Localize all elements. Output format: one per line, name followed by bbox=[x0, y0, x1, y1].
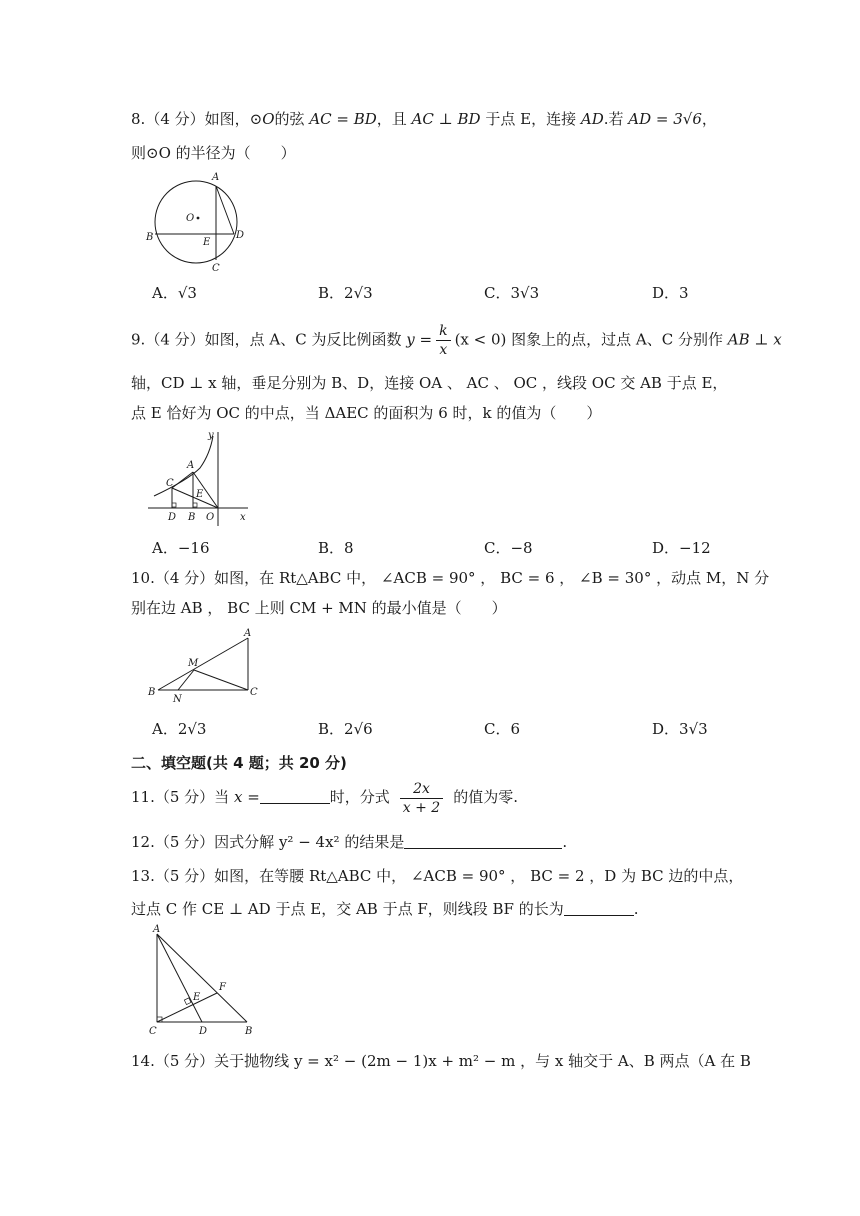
q10-line2: 别在边 AB ， BC 上则 CM + MN 的最小值是（ ） bbox=[131, 599, 507, 617]
q8-math: AD = 3√6 bbox=[628, 110, 702, 128]
q8-label-c: C bbox=[212, 263, 220, 274]
q8-label-o: O bbox=[186, 213, 195, 224]
section2-title: 二、填空题(共 4 题；共 20 分) bbox=[131, 754, 347, 772]
q11-stem-text: 的值为零. bbox=[453, 788, 518, 806]
q10-score: （4 分） bbox=[154, 569, 215, 587]
q9-right-angle-b bbox=[193, 503, 197, 507]
q8-line1: 8.（4 分）如图，⊙O的弦 AC = BD，且 AC ⊥ BD 于点 E，连接 AD.若 AD = 3√6， bbox=[131, 110, 717, 128]
q11-answer-blank[interactable] bbox=[260, 787, 330, 804]
q13-side-ab bbox=[157, 934, 247, 1022]
q8-math: AC ⊥ BD bbox=[411, 110, 481, 128]
q13-number: 13. bbox=[131, 867, 155, 885]
q9-label-x: x bbox=[240, 512, 246, 523]
q9-label-b: B bbox=[188, 512, 196, 523]
q8-label-b: B bbox=[146, 232, 154, 243]
q13-label-b: B bbox=[245, 1026, 253, 1037]
q10-figure bbox=[148, 628, 278, 708]
q12-stem-text: . bbox=[562, 833, 568, 851]
q12-score: （5 分） bbox=[154, 833, 215, 851]
q13-label-e: E bbox=[193, 992, 201, 1003]
q8-option-b[interactable]: B．2√3 bbox=[318, 284, 373, 302]
q13-line1 bbox=[131, 865, 743, 887]
q8-score: （4 分） bbox=[145, 110, 205, 128]
q9-line1 bbox=[131, 322, 782, 359]
q8-label-e: E bbox=[203, 237, 211, 248]
q10-label-b: B bbox=[148, 687, 156, 698]
q9-option-c[interactable]: C．−8 bbox=[484, 539, 533, 557]
q9-segment-ac bbox=[172, 472, 193, 488]
q8-figure bbox=[148, 172, 258, 272]
q11-score: （5 分） bbox=[154, 788, 215, 806]
q14-stem-text: 关于抛物线 y = x² − (2m − 1)x + m² − m ，与 x 轴交于 A、B 两点（A 在 B bbox=[214, 1052, 751, 1070]
q9-frac-num: k bbox=[436, 322, 450, 341]
q8-center-dot bbox=[197, 217, 200, 220]
q13-label-f: F bbox=[219, 982, 226, 993]
q14-line1 bbox=[131, 1050, 751, 1072]
q11-stem-text: 当 bbox=[214, 788, 230, 806]
q13-score: （5 分） bbox=[154, 867, 215, 885]
q13-stem-text: 过点 C 作 CE ⊥ AD 于点 E，交 AB 于点 F，则线段 BF 的长为 bbox=[131, 900, 564, 918]
q13-segment-ad bbox=[157, 934, 202, 1022]
q9-hyperbola bbox=[154, 436, 213, 496]
q12-answer-blank[interactable] bbox=[404, 832, 562, 849]
q8-line2: 则⊙O 的半径为（ ） bbox=[131, 144, 296, 162]
q9-stem-text: (x < 0) 图象上的点，过点 A、C 分别作 bbox=[454, 330, 723, 349]
q8-stem-text: 的弦 bbox=[274, 110, 305, 128]
q10-side-ab bbox=[158, 638, 248, 690]
q9-math: AB ⊥ x bbox=[727, 330, 782, 349]
q13-stem-text: . bbox=[633, 900, 639, 918]
q9-fraction bbox=[436, 322, 450, 359]
q10-number: 10. bbox=[131, 569, 155, 587]
q9-option-b[interactable]: B．8 bbox=[318, 539, 354, 557]
q9-label-a: A bbox=[187, 460, 195, 471]
q9-line3: 点 E 恰好为 OC 的中点，当 ΔAEC 的面积为 6 时，k 的值为（ ） bbox=[131, 404, 602, 422]
q11-stem-text: 时，分式 bbox=[329, 788, 390, 806]
q10-label-c: C bbox=[250, 687, 258, 698]
q9-label-o: O bbox=[206, 512, 215, 523]
q13-label-a: A bbox=[153, 924, 161, 935]
q8-stem-text: 于点 E，连接 bbox=[485, 110, 577, 128]
q9-option-a[interactable]: A．−16 bbox=[152, 539, 210, 557]
q8-stem-text: ，且 bbox=[376, 110, 407, 128]
q10-segment-cm bbox=[194, 670, 248, 690]
q10-stem-text: 如图，在 Rt△ABC 中， ∠ACB = 90° ， BC = 6 ， ∠B = 30° ，动点 M，N 分 bbox=[214, 569, 770, 587]
q12-stem-text: 因式分解 y² − 4x² 的结果是 bbox=[214, 833, 405, 851]
q12-line bbox=[131, 831, 567, 853]
q12-number: 12. bbox=[131, 833, 155, 851]
q13-segment-cf bbox=[157, 993, 217, 1022]
q10-label-a: A bbox=[244, 628, 252, 639]
q10-line1 bbox=[131, 567, 769, 589]
q10-option-c[interactable]: C．6 bbox=[484, 720, 521, 738]
q13-line2 bbox=[131, 898, 639, 920]
q10-option-b[interactable]: B．2√6 bbox=[318, 720, 373, 738]
q9-line2: 轴，CD ⊥ x 轴，垂足分别为 B、D，连接 OA 、 AC 、 OC ，线段 OC 交 AB 于点 E， bbox=[131, 374, 728, 392]
q14-number: 14. bbox=[131, 1052, 155, 1070]
q8-number: 8. bbox=[131, 110, 146, 128]
q8-circle bbox=[155, 181, 237, 263]
q8-option-c[interactable]: C．3√3 bbox=[484, 284, 540, 302]
q8-option-d[interactable]: D．3 bbox=[652, 284, 689, 302]
q13-figure bbox=[145, 922, 265, 1037]
q8-math: O bbox=[262, 110, 275, 128]
q11-fraction bbox=[400, 780, 443, 817]
q9-label-d: D bbox=[168, 512, 177, 523]
q9-math: y = bbox=[406, 330, 433, 349]
q10-label-n: N bbox=[173, 694, 182, 705]
q9-label-y: y bbox=[208, 430, 214, 441]
q10-option-a[interactable]: A．2√3 bbox=[152, 720, 207, 738]
q8-label-d: D bbox=[236, 230, 245, 241]
q9-frac-den: x bbox=[439, 342, 448, 358]
q9-stem-text: 如图，点 A、C 为反比例函数 bbox=[204, 330, 402, 349]
q13-label-c: C bbox=[149, 1026, 157, 1037]
q13-label-d: D bbox=[199, 1026, 208, 1037]
q9-number: 9. bbox=[131, 330, 146, 349]
q10-label-m: M bbox=[188, 658, 199, 669]
q9-score: （4 分） bbox=[145, 330, 205, 349]
q8-option-a[interactable]: A．√3 bbox=[152, 284, 197, 302]
q13-answer-blank[interactable] bbox=[564, 899, 634, 916]
q9-option-d[interactable]: D．−12 bbox=[652, 539, 711, 557]
q11-frac-num: 2x bbox=[400, 780, 443, 799]
q8-stem-text: .若 bbox=[603, 110, 624, 128]
q9-label-c: C bbox=[166, 478, 174, 489]
q8-math: AC = BD bbox=[309, 110, 377, 128]
q11-math: x = bbox=[233, 788, 260, 806]
q11-frac-den: x + 2 bbox=[402, 799, 441, 816]
q10-option-d[interactable]: D．3√3 bbox=[652, 720, 708, 738]
q8-label-a: A bbox=[212, 172, 220, 183]
q11-line bbox=[131, 776, 518, 818]
q13-stem-text: 如图，在等腰 Rt△ABC 中， ∠ACB = 90° ， BC = 2 ，D 为 BC 边的中点， bbox=[214, 867, 744, 885]
q9-right-angle-d bbox=[172, 503, 176, 507]
q14-score: （5 分） bbox=[154, 1052, 215, 1070]
q9-label-e: E bbox=[196, 489, 204, 500]
q11-number: 11. bbox=[131, 788, 155, 806]
q9-figure bbox=[148, 428, 268, 528]
q8-stem-text: 如图，⊙ bbox=[204, 110, 263, 128]
q10-segment-mn bbox=[178, 670, 194, 690]
q8-math: AD bbox=[580, 110, 604, 128]
